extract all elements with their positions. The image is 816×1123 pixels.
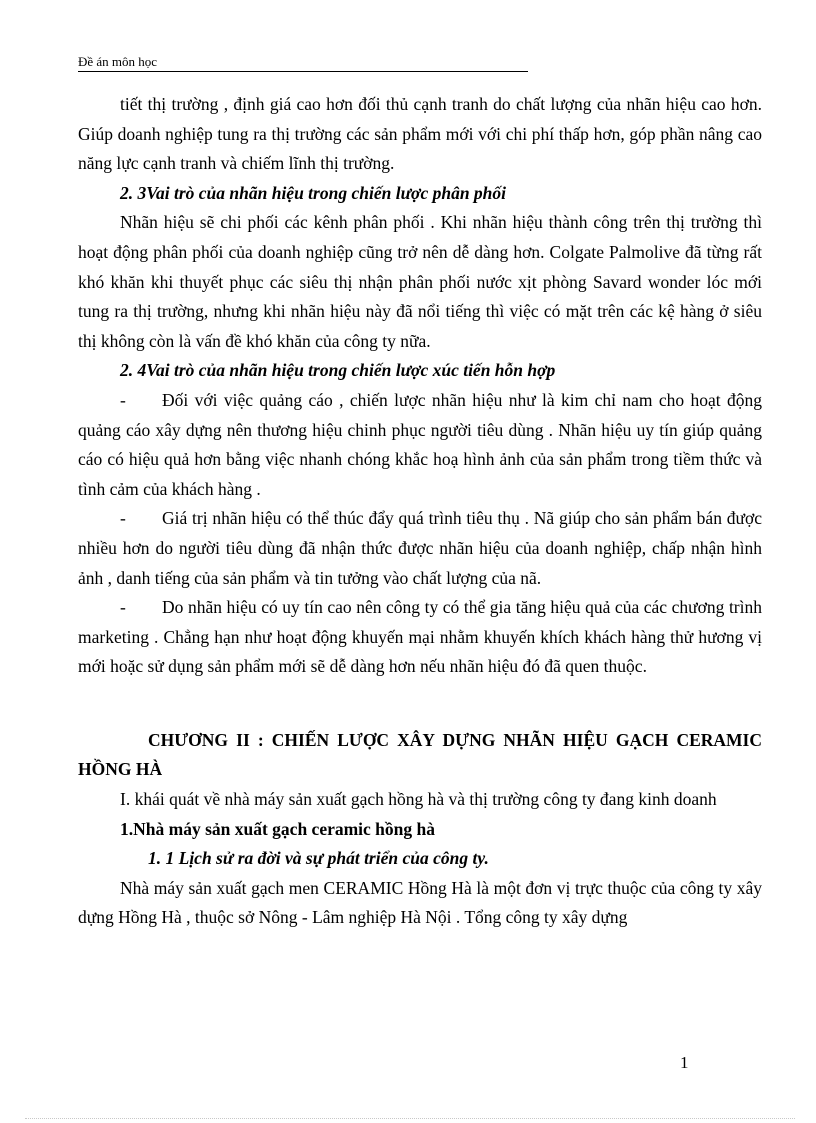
bullet-item: [78, 504, 762, 593]
page-bottom-border: [25, 1118, 795, 1119]
bullet-text: Đối với việc quảng cáo , chiến lược nhãn hiệu như là kim chỉ nam cho hoạt động quảng cáo xây dựng nên thương hiệu chinh phục người tiêu dùng . Nhãn hiệu uy tín giúp quảng cáo có hiệu quả hơn bằng việc nhanh chóng khắc hoạ hình ảnh của sản phẩm trong tiềm thức và tình cảm của khách hàng .: [78, 389, 762, 499]
section-heading: I. khái quát về nhà máy sản xuất gạch hồng hà và thị trường công ty đang kinh doanh: [120, 789, 717, 810]
bullet-item: [78, 386, 762, 504]
heading-2-4: 2. 4Vai trò của nhãn hiệu trong chiến lược xúc tiến hỗn hợp: [120, 360, 556, 381]
heading-1-1: 1. 1 Lịch sử ra đời và sự phát triển của công ty.: [148, 848, 489, 869]
heading-1: 1.Nhà máy sản xuất gạch ceramic hồng hà: [120, 818, 436, 839]
paragraph-history: Nhà máy sản xuất gạch men CERAMIC Hồng Hà là một đơn vị trực thuộc của công ty xây dựng Hồng Hà , thuộc sở Nông - Lâm nghiệp Hà Nội . Tổng công ty xây dựng: [78, 877, 762, 928]
page-number: 1: [680, 1053, 689, 1072]
bullet-dash: -: [120, 389, 126, 410]
spacer: [78, 682, 762, 726]
heading-2-3: 2. 3Vai trò của nhãn hiệu trong chiến lược phân phối: [120, 182, 507, 203]
bullet-item: [78, 593, 762, 682]
bullet-dash: -: [120, 508, 126, 529]
paragraph-distribution: Nhãn hiệu sẽ chi phối các kênh phân phối . Khi nhãn hiệu thành công trên thị trường thì hoạt động phân phối của doanh nghiệp cũng trở nên dễ dàng hơn. Colgate Palmolive đã từng rất khó khăn khi thuyết phục các siêu thị nhận phân phối nước xịt phòng Savard wonder lóc mới tung ra thị trường, nhưng khi nhãn hiệu này đã nổi tiếng thì việc có mặt trên các kệ hàng ở siêu thị không còn là vấn đề khó khăn của công ty nữa.: [78, 212, 762, 351]
paragraph-intro: tiết thị trường , định giá cao hơn đối thủ cạnh tranh do chất lượng của nhãn hiệu cao hơn. Giúp doanh nghiệp tung ra thị trường các sản phẩm mới với chi phí thấp hơn, góp phần nâng cao năng lực cạnh tranh và chiếm lĩnh thị trường.: [78, 94, 762, 174]
chapter-title: CHƯƠNG II : CHIẾN LƯỢC XÂY DỰNG NHÃN HIỆU GẠCH CERAMIC HỒNG HÀ: [78, 729, 762, 780]
bullet-dash: -: [120, 597, 126, 618]
document-body: [78, 90, 762, 933]
bullet-text: Do nhãn hiệu có uy tín cao nên công ty có thể gia tăng hiệu quả của các chương trình marketing . Chẳng hạn như hoạt động khuyến mại nhằm khuyến khích khách hàng thử hương vị mới hoặc sử dụng sản phẩm mới sẽ dễ dàng hơn nếu nhãn hiệu đó đã quen thuộc.: [78, 597, 762, 677]
page-header: Đề án môn học: [78, 54, 528, 72]
bullet-text: Giá trị nhãn hiệu có thể thúc đẩy quá trình tiêu thụ . Nã giúp cho sản phẩm bán được nhiều hơn do người tiêu dùng đã nhận thức được nhãn hiệu của doanh nghiệp, chấp nhận hình ảnh , danh tiếng của sản phẩm và tin tưởng vào chất lượng của nã.: [78, 508, 762, 588]
